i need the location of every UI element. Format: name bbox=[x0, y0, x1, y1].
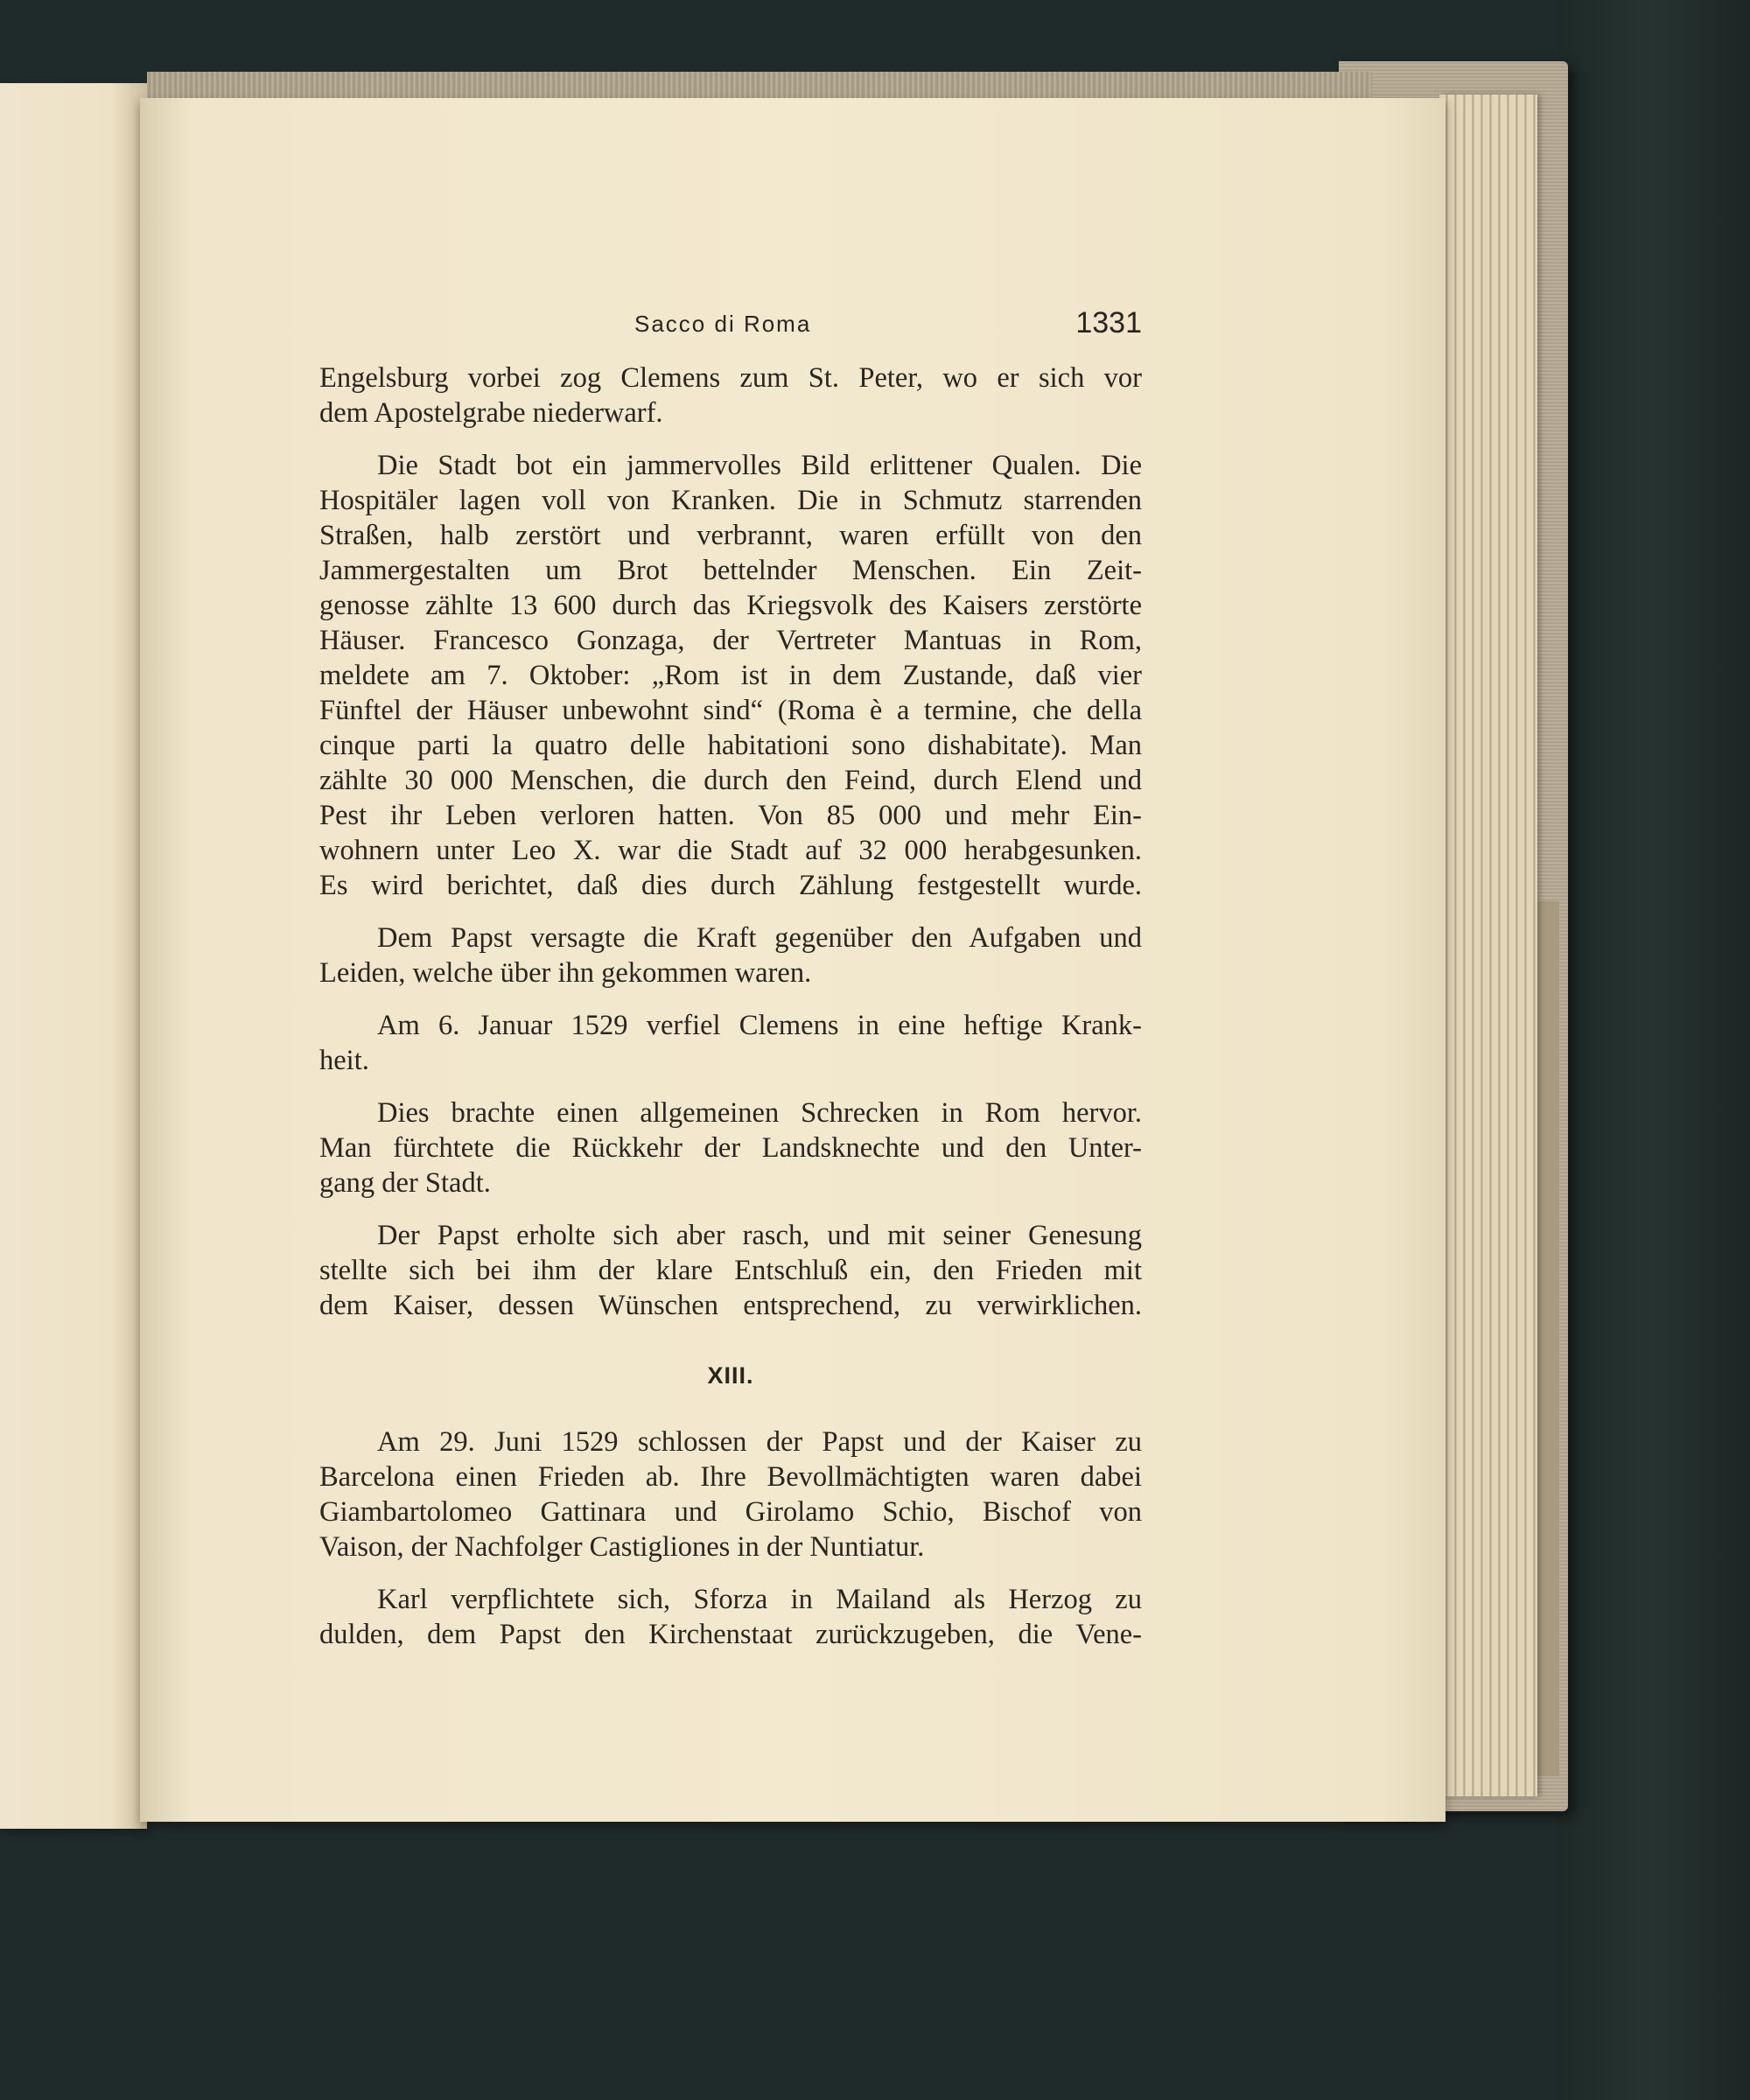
paragraph bbox=[319, 1096, 1142, 1200]
text-line: dem Kaiser, dessen Wünschen entsprechend, zu verwirklichen. bbox=[319, 1290, 1142, 1321]
text-line: genosse zählte 13 600 durch das Kriegsvolk des Kaisers zerstörte bbox=[319, 590, 1142, 621]
paragraph bbox=[319, 1008, 1142, 1078]
text-line: Vaison, der Nachfolger Castigliones in der Nuntiatur. bbox=[319, 1531, 925, 1563]
text-line: Barcelona einen Frieden ab. Ihre Bevollmächtigten waren dabei bbox=[319, 1461, 1142, 1493]
text-line: Dem Papst versagte die Kraft gegenüber den Aufgaben und bbox=[377, 922, 1142, 954]
paragraph bbox=[319, 448, 1142, 903]
text-line: Pest ihr Leben verloren hatten. Von 85 000 und mehr Ein- bbox=[319, 800, 1142, 831]
paragraph bbox=[319, 1424, 1142, 1564]
page-header bbox=[319, 306, 1142, 350]
background bbox=[1558, 0, 1750, 2100]
running-title: Sacco di Roma bbox=[634, 311, 812, 337]
text-line: Engelsburg vorbei zog Clemens zum St. Peter, wo er sich vor bbox=[319, 362, 1142, 394]
text-line: dem Apostelgrabe niederwarf. bbox=[319, 397, 663, 429]
text-line: zählte 30 000 Menschen, die durch den Feind, durch Elend und bbox=[319, 765, 1142, 796]
paragraph bbox=[319, 1582, 1142, 1652]
page-number: 1331 bbox=[1075, 306, 1142, 340]
text-line: wohnern unter Leo X. war die Stadt auf 32 000 herabgesunken. bbox=[319, 835, 1142, 866]
text-line: Am 6. Januar 1529 verfiel Clemens in eine heftige Krank- bbox=[377, 1010, 1142, 1041]
text-line: Fünftel der Häuser unbewohnt sind“ (Roma è a termine, che della bbox=[319, 695, 1142, 726]
paragraph bbox=[319, 920, 1142, 990]
text-line: cinque parti la quatro delle habitationi sono dishabitate). Man bbox=[319, 730, 1142, 761]
text-line: Dies brachte einen allgemeinen Schrecken in Rom hervor. bbox=[377, 1097, 1142, 1129]
text-line: Hospitäler lagen voll von Kranken. Die in Schmutz starrenden bbox=[319, 485, 1142, 516]
text-line: Es wird berichtet, daß dies durch Zählung festgestellt wurde. bbox=[319, 870, 1142, 901]
text-line: Häuser. Francesco Gonzaga, der Vertreter Mantuas in Rom, bbox=[319, 625, 1142, 656]
text-line: Der Papst erholte sich aber rasch, und mit seiner Genesung bbox=[377, 1220, 1142, 1251]
text-line: Am 29. Juni 1529 schlossen der Papst und der Kaiser zu bbox=[377, 1426, 1142, 1458]
page-edges bbox=[1439, 94, 1537, 1796]
text-line: dulden, dem Papst den Kirchenstaat zurückzugeben, die Vene- bbox=[319, 1619, 1142, 1650]
text-line: Giambartolomeo Gattinara und Girolamo Schio, Bischof von bbox=[319, 1496, 1142, 1528]
paragraph bbox=[319, 1218, 1142, 1323]
text-line: Jammergestalten um Brot bettelnder Menschen. Ein Zeit- bbox=[319, 555, 1142, 586]
chapter-heading: XIII. bbox=[707, 1362, 754, 1389]
text-line: Karl verpflichtete sich, Sforza in Mailand als Herzog zu bbox=[377, 1584, 1142, 1615]
body-text bbox=[319, 360, 1142, 1670]
text-line: Straßen, halb zerstört und verbrannt, waren erfüllt von den bbox=[319, 520, 1142, 551]
text-line: gang der Stadt. bbox=[319, 1167, 491, 1199]
text-line: meldete am 7. Oktober: „Rom ist in dem Zustande, daß vier bbox=[319, 660, 1142, 691]
text-line: Man fürchtete die Rückkehr der Landsknechte und den Unter- bbox=[319, 1132, 1142, 1164]
left-page bbox=[0, 83, 147, 1829]
text-line: heit. bbox=[319, 1045, 369, 1076]
text-line: Die Stadt bot ein jammervolles Bild erlittener Qualen. Die bbox=[377, 450, 1142, 481]
paragraph bbox=[319, 360, 1142, 430]
text-line: stellte sich bei ihm der klare Entschluß ein, den Frieden mit bbox=[319, 1255, 1142, 1286]
text-line: Leiden, welche über ihn gekommen waren. bbox=[319, 957, 812, 989]
